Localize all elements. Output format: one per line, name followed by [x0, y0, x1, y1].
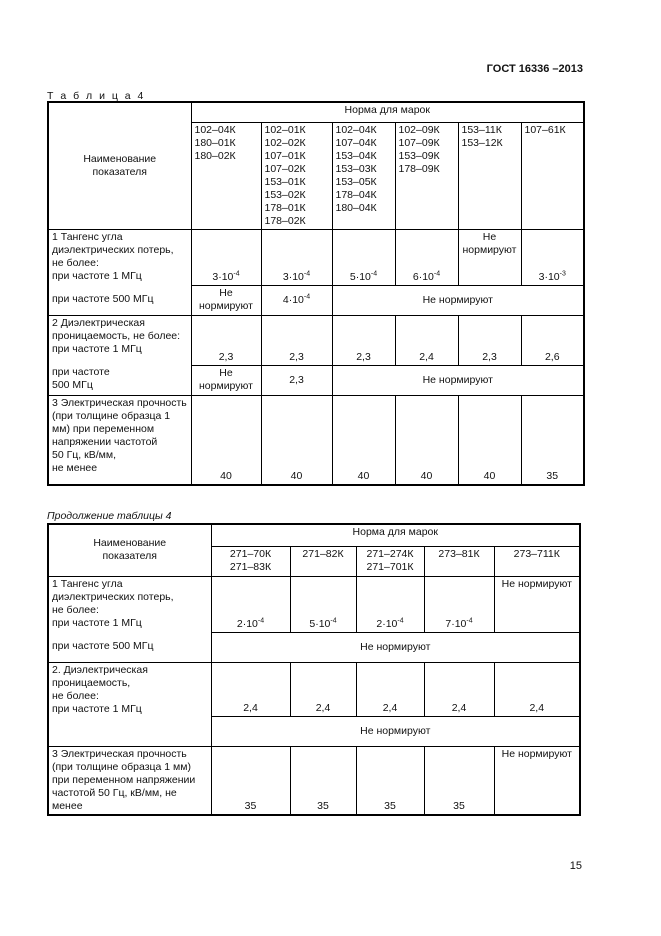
row-label: 1 Тангенс угла диэлектрических потерь, не более: при частоте 1 МГц — [48, 229, 191, 285]
value-cell: $6\cdot 10^{-4}$ — [395, 229, 458, 285]
value-cell: 2,4 — [211, 662, 290, 717]
value-cell: Не нормируют — [191, 285, 261, 315]
value-cell: Не нормируют — [494, 747, 580, 816]
value-cell: Не нормируют — [332, 365, 584, 395]
indicator-header: Наименование показателя — [48, 524, 211, 576]
grade-column: 102–09К 107–09К 153–09К 178–09К — [395, 122, 458, 229]
value-cell: 40 — [332, 395, 395, 485]
value-cell: Не нормируют — [211, 717, 580, 747]
value-cell: 2,4 — [290, 662, 356, 717]
group-header: Норма для марок — [211, 524, 580, 546]
row-label: при частоте 500 МГц — [48, 632, 211, 662]
value-cell: $5\cdot 10^{-4}$ — [332, 229, 395, 285]
continuation-caption: Продолжение таблицы 4 — [47, 510, 172, 522]
value-cell: $7\cdot 10^{-4}$ — [424, 576, 494, 632]
standard-header: ГОСТ 16336 –2013 — [486, 63, 583, 75]
value-cell: 40 — [261, 395, 332, 485]
value-cell: Не нормируют — [332, 285, 584, 315]
value-cell: 2,3 — [191, 315, 261, 365]
value-cell: 2,3 — [261, 365, 332, 395]
value-cell: 2,6 — [521, 315, 584, 365]
grade-column: 102–04К 107–04К 153–04К 153–03К 153–05К 178–04К 180–04К — [332, 122, 395, 229]
grade-column: 153–11К 153–12К — [458, 122, 521, 229]
value-cell: 2,3 — [261, 315, 332, 365]
row-label: 1 Тангенс угла диэлектрических потерь, не более: при частоте 1 МГц — [48, 576, 211, 632]
value-cell: $5\cdot 10^{-4}$ — [290, 576, 356, 632]
value-cell: 35 — [290, 747, 356, 816]
grade-column: 273–81К — [424, 546, 494, 576]
norms-table-continued — [47, 523, 581, 816]
grade-column: 273–711К — [494, 546, 580, 576]
group-header: Норма для марок — [191, 102, 584, 122]
indicator-header: Наименование показателя — [48, 102, 191, 229]
value-cell: $4\cdot 10^{-4}$ — [261, 285, 332, 315]
page-number: 15 — [569, 860, 582, 872]
value-cell: $3\cdot 10^{-3}$ — [521, 229, 584, 285]
value-cell: Не нормируют — [458, 229, 521, 285]
value-cell: Не нормируют — [211, 632, 580, 662]
value-cell: 40 — [458, 395, 521, 485]
grade-column: 271–70К 271–83К — [211, 546, 290, 576]
value-cell: 2,3 — [332, 315, 395, 365]
grade-column: 271–82К — [290, 546, 356, 576]
row-label: 2. Диэлектрическая проницаемость, не более: при частоте 1 МГц — [48, 662, 211, 717]
value-cell: 2,4 — [424, 662, 494, 717]
value-cell: 35 — [424, 747, 494, 816]
value-cell: Не нормируют — [494, 576, 580, 632]
norms-table — [47, 101, 585, 486]
grade-column: 102–01К 102–02К 107–01К 107–02К 153–01К 153–02К 178–01К 178–02К — [261, 122, 332, 229]
value-cell: 40 — [395, 395, 458, 485]
row-label: 3 Электрическая прочность (при толщине образца 1 мм) при переменном напряжении частотой 50 Гц, кВ/мм, не менее — [48, 747, 211, 816]
row-label: 3 Электрическая прочность (при толщине образца 1 мм) при переменном напряжении частотой 50 Гц, кВ/мм, не менее — [48, 395, 191, 485]
value-cell: $3\cdot 10^{-4}$ — [191, 229, 261, 285]
value-cell: 35 — [211, 747, 290, 816]
value-cell: 40 — [191, 395, 261, 485]
value-cell: 2,4 — [395, 315, 458, 365]
grade-column: 107–61К — [521, 122, 584, 229]
value-cell: Не нормируют — [191, 365, 261, 395]
row-label: 2 Диэлектрическая проницаемость, не более: при частоте 1 МГц — [48, 315, 191, 365]
grade-column: 102–04К 180–01К 180–02К — [191, 122, 261, 229]
row-label: при частоте 500 МГц — [48, 365, 191, 395]
row-label-empty — [48, 717, 211, 747]
value-cell: 35 — [356, 747, 424, 816]
value-cell: 2,4 — [356, 662, 424, 717]
table-caption: Т а б л и ц а 4 — [47, 90, 146, 102]
grade-column: 271–274К 271–701К — [356, 546, 424, 576]
value-cell: $2\cdot 10^{-4}$ — [356, 576, 424, 632]
value-cell: 35 — [521, 395, 584, 485]
value-cell: $2\cdot 10^{-4}$ — [211, 576, 290, 632]
row-label: при частоте 500 МГц — [48, 285, 191, 315]
value-cell: $3\cdot 10^{-4}$ — [261, 229, 332, 285]
value-cell: 2,3 — [458, 315, 521, 365]
value-cell: 2,4 — [494, 662, 580, 717]
